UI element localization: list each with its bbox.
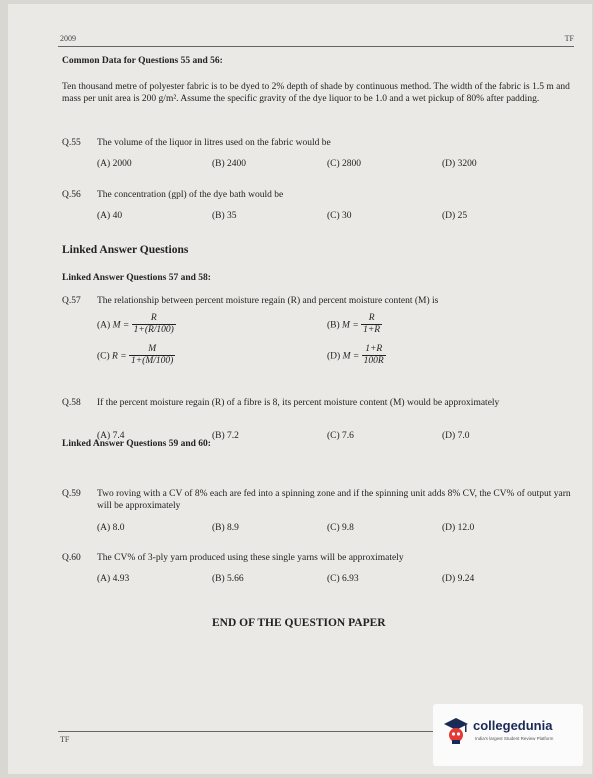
header-year: 2009	[60, 34, 76, 43]
option-c: (C) 6.93	[327, 574, 359, 584]
fraction	[361, 313, 382, 336]
option-a: (A) 7.4	[97, 431, 125, 441]
exam-page	[8, 4, 592, 774]
question-number: Q.59	[62, 489, 81, 499]
option-d: (D) 25	[442, 211, 468, 221]
question-number: Q.57	[62, 296, 81, 306]
numerator: R	[132, 313, 176, 325]
end-of-paper-text: END OF THE QUESTION PAPER	[212, 617, 386, 629]
numerator: M	[129, 344, 175, 356]
logo-tagline: India's largest Student Review Platform	[475, 736, 554, 741]
header-rule	[58, 46, 574, 47]
option-c: (C) 7.6	[327, 431, 354, 441]
option-d: (D) 12.0	[442, 523, 475, 533]
option-d	[327, 345, 386, 368]
fraction	[362, 344, 386, 367]
fraction	[132, 313, 176, 336]
option-d: (D) 3200	[442, 159, 477, 169]
linked-57-58-heading: Linked Answer Questions 57 and 58:	[62, 273, 211, 283]
numerator: 1+R	[362, 344, 386, 356]
question-text: The volume of the liquor in litres used on the fabric would be	[97, 138, 331, 148]
collegedunia-logo[interactable]	[433, 704, 583, 766]
option-d: (D) 7.0	[442, 431, 470, 441]
question-text: The CV% of 3-ply yarn produced using these single yarns will be approximately	[97, 553, 404, 563]
footer-code: TF	[60, 735, 70, 744]
linked-59-60-heading: Linked Answer Questions 59 and 60:	[62, 439, 211, 449]
option-b: (B) 2400	[212, 159, 247, 169]
question-text: If the percent moisture regain (R) of a fibre is 8, its percent moisture content (M) would be approximately	[97, 398, 500, 408]
options	[97, 523, 582, 535]
option-a: (A) 40	[97, 211, 123, 221]
common-data-heading: Common Data for Questions 55 and 56:	[62, 56, 223, 66]
question-text: The concentration (gpl) of the dye bath would be	[97, 190, 284, 200]
option-d: (D) 9.24	[442, 574, 475, 584]
options	[97, 159, 582, 171]
option-label: (C)	[97, 351, 110, 362]
question-number: Q.55	[62, 138, 81, 148]
option-c: (C) 9.8	[327, 523, 354, 533]
equation-lhs: M =	[342, 351, 360, 362]
common-data-text: Ten thousand metre of polyester fabric is to be dyed to 2% depth of shade by continuous method. The width of the fabric is 1.5 m and mass per unit area is 200 g/m². Assume the specific gravity of the dye liquor to be 1.0 and a wet pickup of 80% after padding.	[62, 82, 570, 104]
option-a: (A) 2000	[97, 159, 132, 169]
fraction	[129, 344, 175, 367]
option-c: (C) 30	[327, 211, 352, 221]
equation-lhs: R =	[112, 351, 127, 362]
option-b: (B) 7.2	[212, 431, 239, 441]
option-a: (A) 4.93	[97, 574, 130, 584]
option-a	[97, 314, 176, 337]
equation-lhs: M =	[342, 320, 359, 331]
denominator: 100R	[363, 356, 384, 366]
options	[97, 574, 582, 586]
denominator: 1+(R/100)	[133, 325, 174, 335]
options	[97, 211, 582, 223]
numerator: R	[361, 313, 382, 325]
option-b: (B) 35	[212, 211, 237, 221]
linked-answer-heading: Linked Answer Questions	[62, 244, 189, 256]
option-label: (D)	[327, 351, 341, 362]
graduate-icon	[443, 716, 469, 746]
denominator: 1+R	[363, 325, 381, 335]
logo-name: collegedunia	[473, 718, 553, 733]
option-label: (B)	[327, 320, 340, 331]
option-b	[327, 314, 382, 337]
equation-lhs: M =	[112, 320, 130, 331]
denominator: 1+(M/100)	[131, 356, 174, 366]
question-text: Two roving with a CV of 8% each are fed into a spinning zone and if the spinning unit adds 8% CV, the CV% of output yarn will be approximately	[97, 489, 571, 511]
option-b: (B) 5.66	[212, 574, 244, 584]
question-number: Q.56	[62, 190, 81, 200]
question-number: Q.58	[62, 398, 81, 408]
option-label: (A)	[97, 320, 111, 331]
option-c	[97, 345, 175, 368]
question-text: The relationship between percent moisture regain (R) and percent moisture content (M) is	[97, 296, 439, 306]
option-c: (C) 2800	[327, 159, 362, 169]
option-a: (A) 8.0	[97, 523, 125, 533]
header-code: TF	[564, 34, 574, 43]
option-b: (B) 8.9	[212, 523, 239, 533]
question-number: Q.60	[62, 553, 81, 563]
